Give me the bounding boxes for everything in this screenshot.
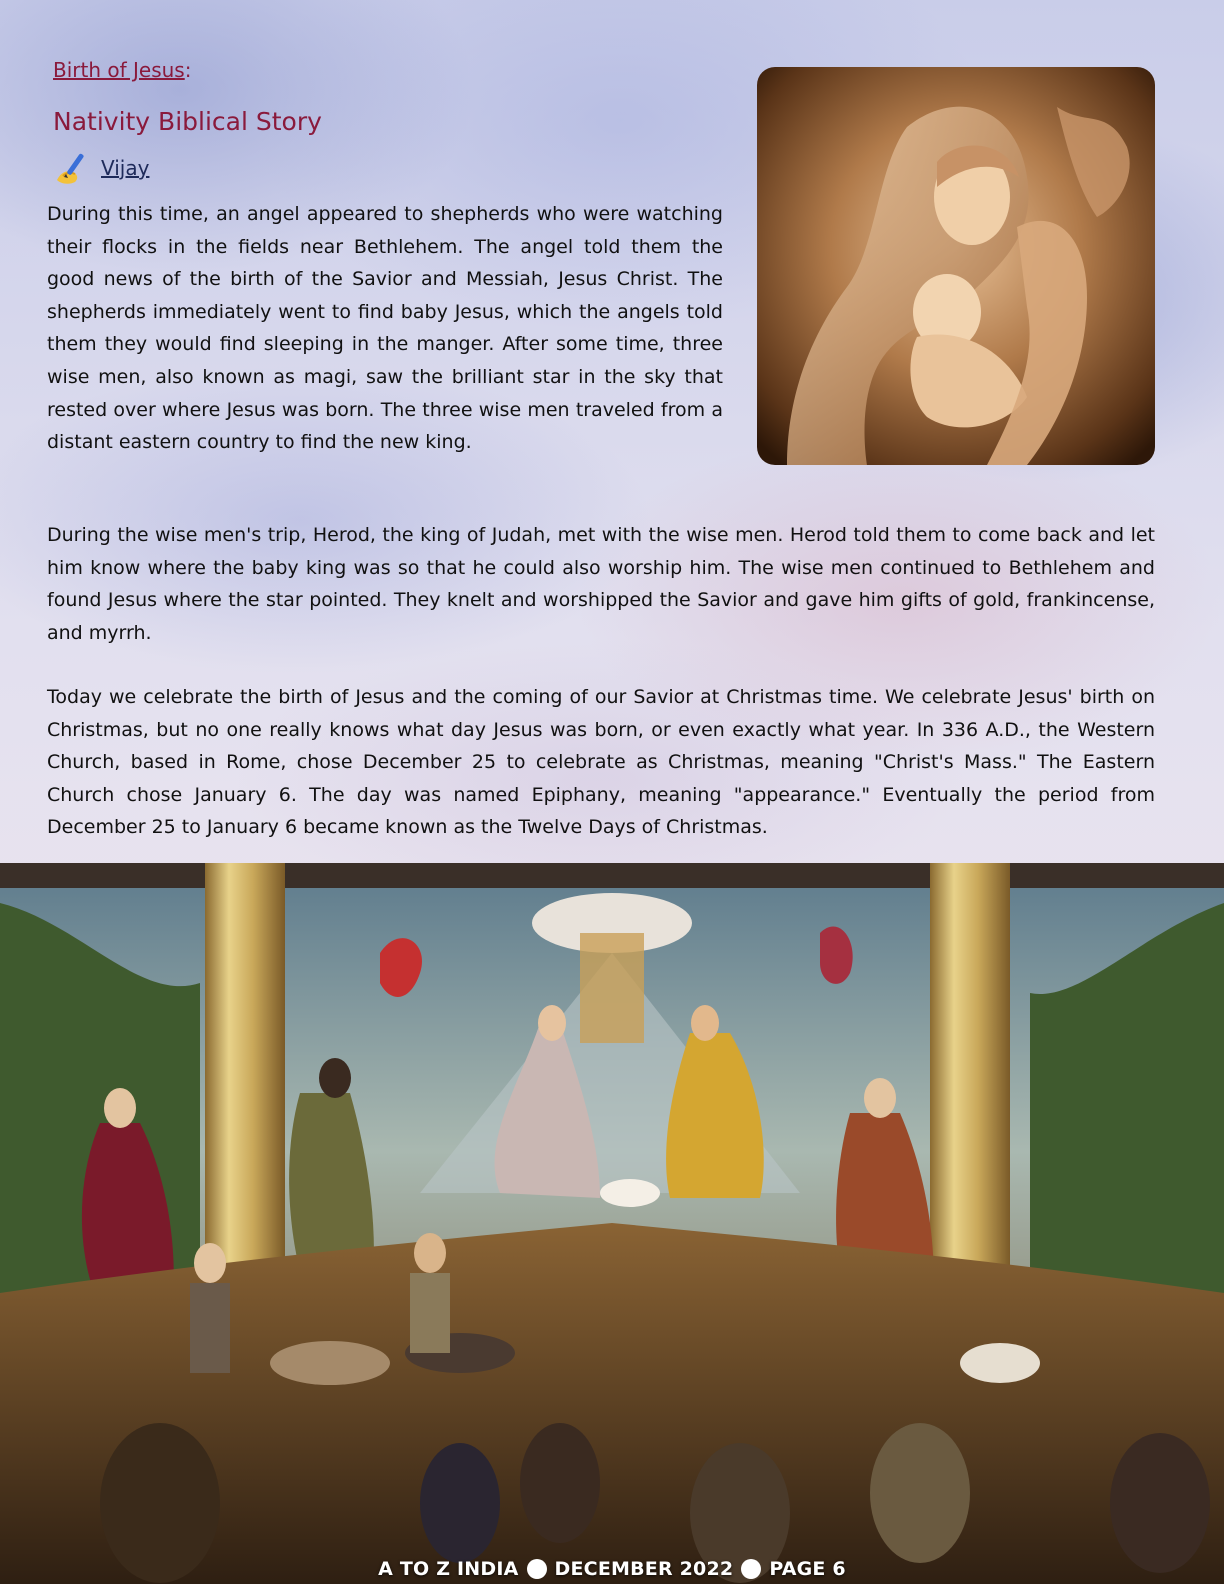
madonna-child-sculpture-image: [757, 67, 1155, 465]
author-byline: [53, 150, 149, 186]
page-footer: [0, 1558, 1224, 1580]
paragraph-3: Today we celebrate the birth of Jesus and the coming of our Savior at Christmas time. We celebrate Jesus' birth on Christmas, but no one really knows what day Jesus was born, or even exactly what year. In 336 A.D., the Western Church, based in Rome, chose December 25 to celebrate as Christmas, meaning "Christ's Mass." The Eastern Church chose January 6. The day was named Epiphany, meaning "appearance." Eventually the period from December 25 to January 6 became known as the Twelve Days of Christmas.: [47, 686, 1155, 839]
section-link[interactable]: Birth of Jesus: [53, 58, 185, 82]
footer-publication: A TO Z INDIA: [378, 1558, 519, 1580]
nativity-scene-image: [0, 863, 1224, 1584]
section-header: [53, 58, 191, 82]
footer-bullet-icon: [527, 1559, 547, 1579]
writing-hand-icon: [53, 150, 91, 186]
footer-bullet-icon: [741, 1559, 761, 1579]
footer-issue: DECEMBER 2022: [554, 1558, 734, 1580]
article-title: Nativity Biblical Story: [53, 107, 322, 136]
paragraph-1: During this time, an angel appeared to shepherds who were watching their flocks in the fields near Bethlehem. The angel told them the good news of the birth of the Savior and Messiah, Jesus Christ. The shepherds immediately went to find baby Jesus, which the angels told them they would find sleeping in the manger. After some time, three wise men, also known as magi, saw the brilliant star in the sky that rested over where Jesus was born. The three wise men traveled from a distant eastern country to find the new king.: [47, 203, 723, 454]
paragraph-2: During the wise men's trip, Herod, the king of Judah, met with the wise men. Herod told them to come back and let him know where the baby king was so that he could also worship him. The wise men continued to Bethlehem and found Jesus where the star pointed. They knelt and worshipped the Savior and gave him gifts of gold, frankincense, and myrrh.: [47, 524, 1155, 644]
section-colon: :: [184, 58, 192, 82]
author-link[interactable]: Vijay: [101, 156, 150, 180]
footer-page-number: PAGE 6: [769, 1558, 846, 1580]
